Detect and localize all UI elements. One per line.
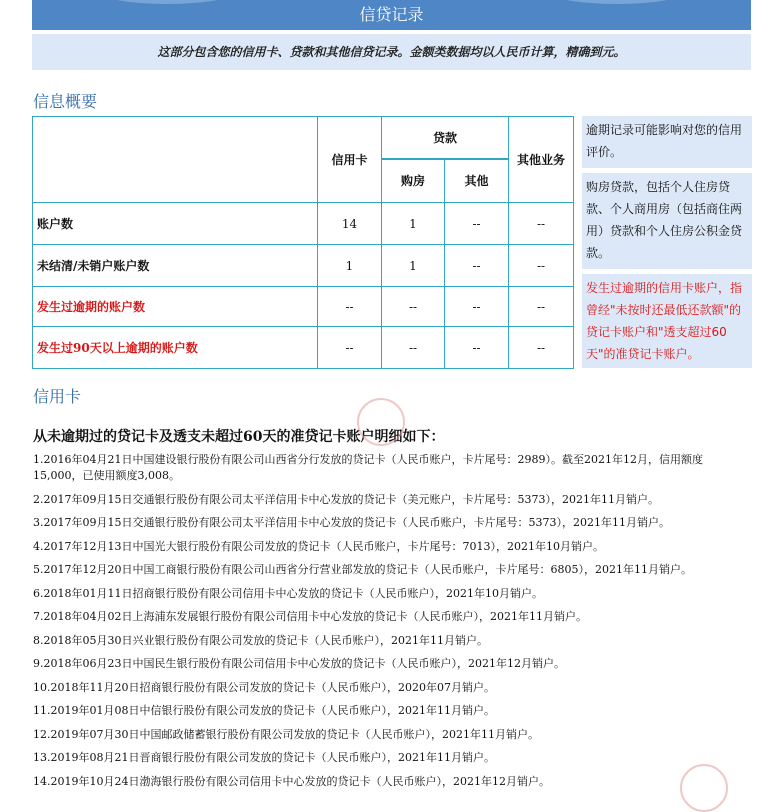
list-item: 1.2016年04月21日中国建设银行股份有限公司山西省分行发放的贷记卡（人民币账户，卡片尾号：2989）。截至2021年12月，信用额度15,000，已使用额度3,008。 [33, 453, 703, 482]
cell-other: -- [445, 245, 509, 287]
list-item: 7.2018年04月02日上海浦东发展银行股份有限公司信用卡中心发放的贷记卡（人民币账户），2021年11月销户。 [33, 610, 587, 623]
list-item: 9.2018年06月23日中国民生银行股份有限公司信用卡中心发放的贷记卡（人民币账户），2021年12月销户。 [33, 657, 565, 670]
list-item: 11.2019年01月08日中信银行股份有限公司发放的贷记卡（人民币账户），2021年11月销户。 [33, 704, 495, 717]
cell-housing: 1 [382, 203, 445, 245]
overview-title: 信息概要 [33, 92, 98, 111]
row-label: 未结清/未销户账户数 [33, 245, 318, 287]
cell-other: -- [445, 203, 509, 245]
header-loan: 贷款 [382, 117, 509, 159]
cell-other: -- [445, 327, 509, 369]
section-header-title: 信贷记录 [359, 5, 424, 24]
list-item: 14.2019年10月24日渤海银行股份有限公司信用卡中心发放的贷记卡（人民币账户），2021年12月销户。 [33, 774, 550, 788]
cell-other-business: -- [509, 245, 574, 287]
cell-other: -- [445, 287, 509, 327]
list-item: 4.2017年12月13日中国光大银行股份有限公司发放的贷记卡（人民币账户，卡片尾号：7013），2021年10月销户。 [33, 539, 604, 553]
list-item: 12.2019年07月30日中国邮政储蓄银行股份有限公司发放的贷记卡（人民币账户），2021年11月销户。 [33, 727, 539, 741]
overview-table [32, 116, 574, 369]
list-item: 10.2018年11月20日招商银行股份有限公司发放的贷记卡（人民币账户），2020年07月销户。 [33, 680, 495, 694]
decorative-arc [552, 0, 682, 4]
list-item: 8.2018年05月30日兴业银行股份有限公司发放的贷记卡（人民币账户），2021年11月销户。 [33, 633, 488, 647]
note-housing-loan: 购房贷款，包括个人住房贷款、个人商用房（包括商住两用）贷款和个人住房公积金贷款。 [582, 173, 752, 269]
header-other: 其他 [445, 159, 509, 203]
cell-housing: 1 [382, 245, 445, 287]
cell-other-business: -- [509, 327, 574, 369]
credit-card-detail-heading: 从未逾期过的贷记卡及透支未超过60天的准贷记卡账户明细如下： [33, 429, 445, 445]
table-row [33, 203, 574, 245]
cell-housing: -- [382, 287, 445, 327]
cell-housing: -- [382, 327, 445, 369]
note-overdue-definition: 发生过逾期的信用卡账户，指曾经"未按时还最低还款额"的贷记卡账户和"透支超过60天"的准贷记卡账户。 [582, 274, 752, 368]
header-housing: 购房 [382, 159, 445, 203]
list-item: 2.2017年09月15日交通银行股份有限公司太平洋信用卡中心发放的贷记卡（美元账户，卡片尾号：5373），2021年11月销户。 [33, 492, 659, 506]
credit-card-title: 信用卡 [33, 387, 82, 406]
list-item: 5.2017年12月20日中国工商银行股份有限公司山西省分行营业部发放的贷记卡（人民币账户，卡片尾号：6805），2021年11月销户。 [33, 563, 692, 576]
notice-banner: 这部分包含您的信用卡、贷款和其他信贷记录。金额类数据均以人民币计算，精确到元。 [32, 34, 751, 70]
table-row [33, 287, 574, 327]
credit-card-list [33, 452, 745, 797]
list-item: 6.2018年01月11日招商银行股份有限公司信用卡中心发放的贷记卡（人民币账户），2021年10月销户。 [33, 586, 543, 600]
list-item: 13.2019年08月21日晋商银行股份有限公司发放的贷记卡（人民币账户），2021年11月销户。 [33, 751, 495, 764]
cell-other-business: -- [509, 203, 574, 245]
list-item: 3.2017年09月15日交通银行股份有限公司太平洋信用卡中心发放的贷记卡（人民币账户，卡片尾号：5373），2021年11月销户。 [33, 516, 670, 529]
decorative-arc [102, 0, 232, 4]
table-row [33, 327, 574, 369]
row-label: 发生过逾期的账户数 [33, 287, 318, 327]
cell-credit-card: 14 [318, 203, 382, 245]
cell-other-business: -- [509, 287, 574, 327]
row-label: 账户数 [33, 203, 318, 245]
cell-credit-card: 1 [318, 245, 382, 287]
header-other-business: 其他业务 [509, 117, 574, 203]
section-header-band [32, 0, 751, 30]
note-overdue-impact: 逾期记录可能影响对您的信用评价。 [582, 116, 752, 168]
cell-credit-card: -- [318, 287, 382, 327]
row-label: 发生过90天以上逾期的账户数 [33, 327, 318, 369]
header-credit-card: 信用卡 [318, 117, 382, 203]
cell-credit-card: -- [318, 327, 382, 369]
table-row [33, 245, 574, 287]
watermark-seal-icon [680, 764, 728, 812]
table-corner-cell [33, 117, 318, 203]
watermark-seal-icon [357, 398, 405, 446]
